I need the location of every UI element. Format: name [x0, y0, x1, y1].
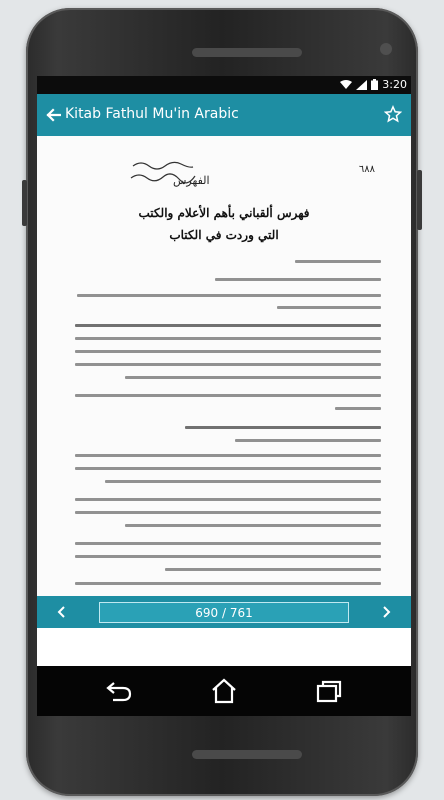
clock: 3:20 [382, 78, 407, 91]
nav-recents-button[interactable] [309, 672, 349, 710]
battery-icon [371, 79, 378, 90]
page-navigator [37, 596, 411, 628]
back-button[interactable] [42, 104, 64, 126]
page-content [65, 148, 383, 596]
running-head: الفهرس [173, 174, 210, 187]
book-page[interactable] [37, 136, 411, 596]
app-bar [37, 94, 411, 136]
chevron-left-icon [57, 606, 67, 618]
star-icon [384, 105, 402, 123]
page-counter[interactable]: 690 / 761 [99, 602, 349, 623]
back-icon [105, 679, 133, 703]
power-button [417, 170, 422, 230]
home-icon [210, 678, 238, 704]
volume-button [22, 180, 27, 226]
chevron-right-icon [381, 606, 391, 618]
blank-area [37, 628, 411, 666]
system-navigation-bar [37, 666, 411, 716]
app-title: Kitab Fathul Mu'in Arabic [65, 106, 239, 122]
previous-page-button[interactable] [37, 596, 87, 628]
bottom-speaker [192, 750, 302, 759]
page-heading-line-2: التي وردت في الكتاب [169, 228, 279, 242]
recents-icon [315, 679, 343, 703]
next-page-button[interactable] [361, 596, 411, 628]
screen [37, 76, 411, 666]
status-bar [37, 76, 411, 94]
favorite-button[interactable] [382, 103, 404, 125]
arrow-left-icon [45, 107, 61, 123]
nav-back-button[interactable] [99, 672, 139, 710]
handwritten-note [127, 158, 197, 186]
nav-home-button[interactable] [204, 672, 244, 710]
page-heading-line-1: فهرس ألقباني بأهم الأعلام والكتب [138, 206, 310, 220]
earpiece-speaker [192, 48, 302, 57]
front-camera [380, 43, 392, 55]
signal-icon [356, 80, 367, 90]
page-number: ٦٨٨ [358, 164, 375, 175]
wifi-icon [340, 80, 352, 90]
